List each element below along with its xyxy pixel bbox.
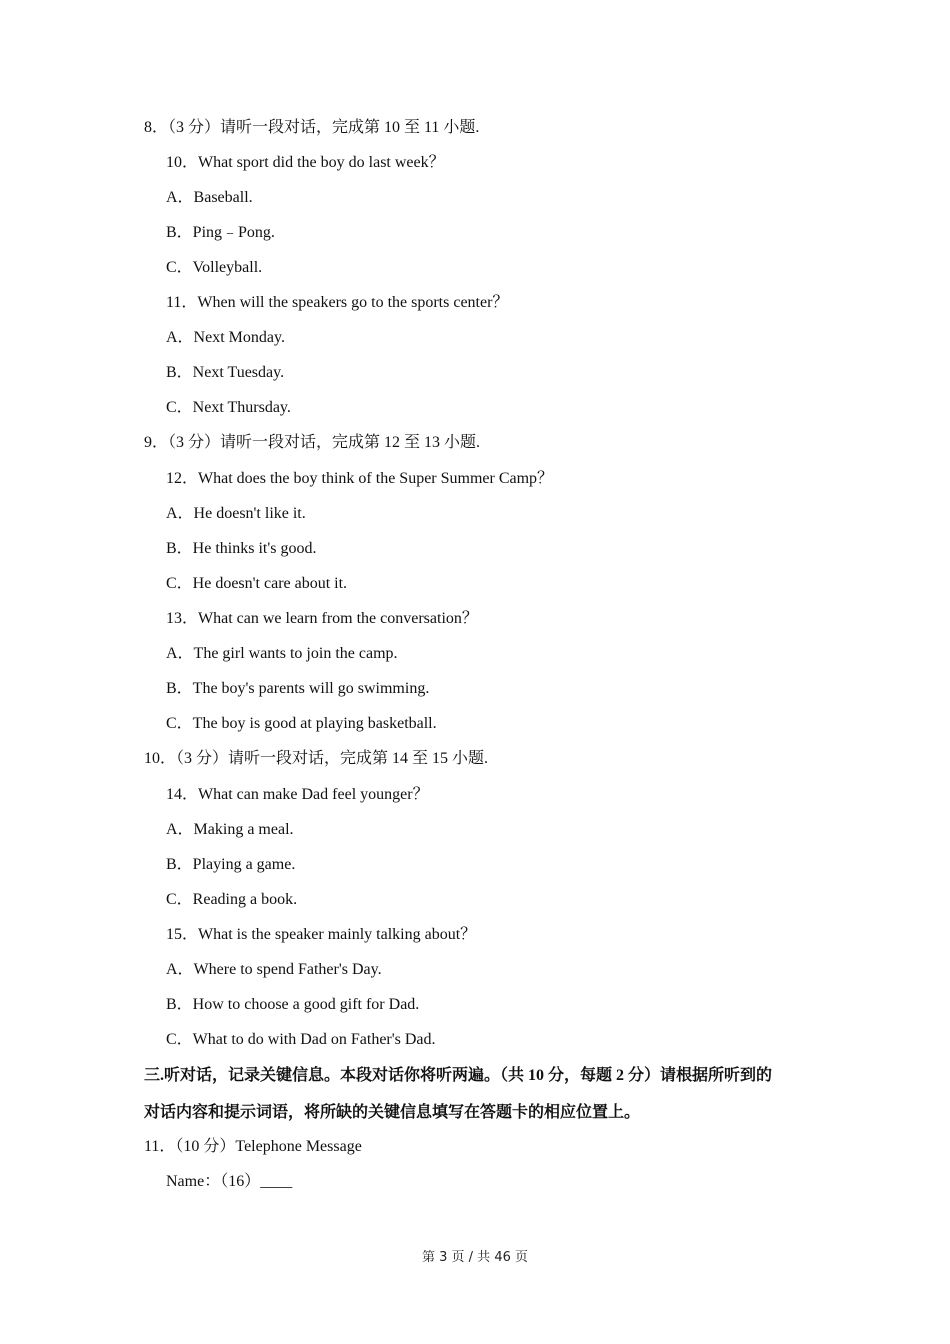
q12-option-a: A．He doesn't like it. xyxy=(166,505,306,522)
q14-option-a: A．Making a meal. xyxy=(166,821,294,838)
q10-option-b: B．Ping﹣Pong. xyxy=(166,224,275,241)
q11-option-a: A．Next Monday. xyxy=(166,329,285,346)
q15-option-b: B．How to choose a good gift for Dad. xyxy=(166,996,420,1013)
q10-stem: 10．（3 分）请听一段对话，完成第 14 至 15 小题. xyxy=(144,750,489,767)
q12-question: 12．What does the boy think of the Super Summer Camp？ xyxy=(166,470,554,487)
q15-option-a: A．Where to spend Father's Day. xyxy=(166,961,382,978)
q9-stem: 9．（3 分）请听一段对话，完成第 12 至 13 小题. xyxy=(144,434,481,451)
q10-option-a: A．Baseball. xyxy=(166,189,253,206)
q13-option-a: A．The girl wants to join the camp. xyxy=(166,645,398,662)
section3-heading-line2: 对话内容和提示词语，将所缺的关键信息填写在答题卡的相应位置上。 xyxy=(144,1104,641,1121)
q11-option-c: C．Next Thursday. xyxy=(166,399,291,416)
q15-option-c: C．What to do with Dad on Father's Dad. xyxy=(166,1031,436,1048)
q12-option-b: B．He thinks it's good. xyxy=(166,540,317,557)
page-footer: 第 3 页 / 共 46 页 xyxy=(422,1250,528,1265)
q13-option-c: C．The boy is good at playing basketball. xyxy=(166,715,437,732)
q14-question: 14．What can make Dad feel younger？ xyxy=(166,786,429,803)
q15-question: 15．What is the speaker mainly talking about？ xyxy=(166,926,477,943)
q14-option-c: C．Reading a book. xyxy=(166,891,298,908)
q12-option-c: C．He doesn't care about it. xyxy=(166,575,348,592)
name-blank: Name：（16）____ xyxy=(166,1173,293,1190)
q10-question: 10．What sport did the boy do last week？ xyxy=(166,154,445,171)
section3-heading-line1: 三.听对话，记录关键信息。本段对话你将听两遍。（共 10 分，每题 2 分）请根据所听到的 xyxy=(144,1067,773,1084)
q11-option-b: B．Next Tuesday. xyxy=(166,364,285,381)
q13-question: 13．What can we learn from the conversation？ xyxy=(166,610,478,627)
q10-option-c: C．Volleyball. xyxy=(166,259,263,276)
q8-stem: 8．（3 分）请听一段对话，完成第 10 至 11 小题. xyxy=(144,119,480,136)
q11-stem: 11．（10 分）Telephone Message xyxy=(144,1138,362,1155)
q11-question: 11．When will the speakers go to the sports center？ xyxy=(166,294,509,311)
q14-option-b: B．Playing a game. xyxy=(166,856,296,873)
q13-option-b: B．The boy's parents will go swimming. xyxy=(166,680,430,697)
